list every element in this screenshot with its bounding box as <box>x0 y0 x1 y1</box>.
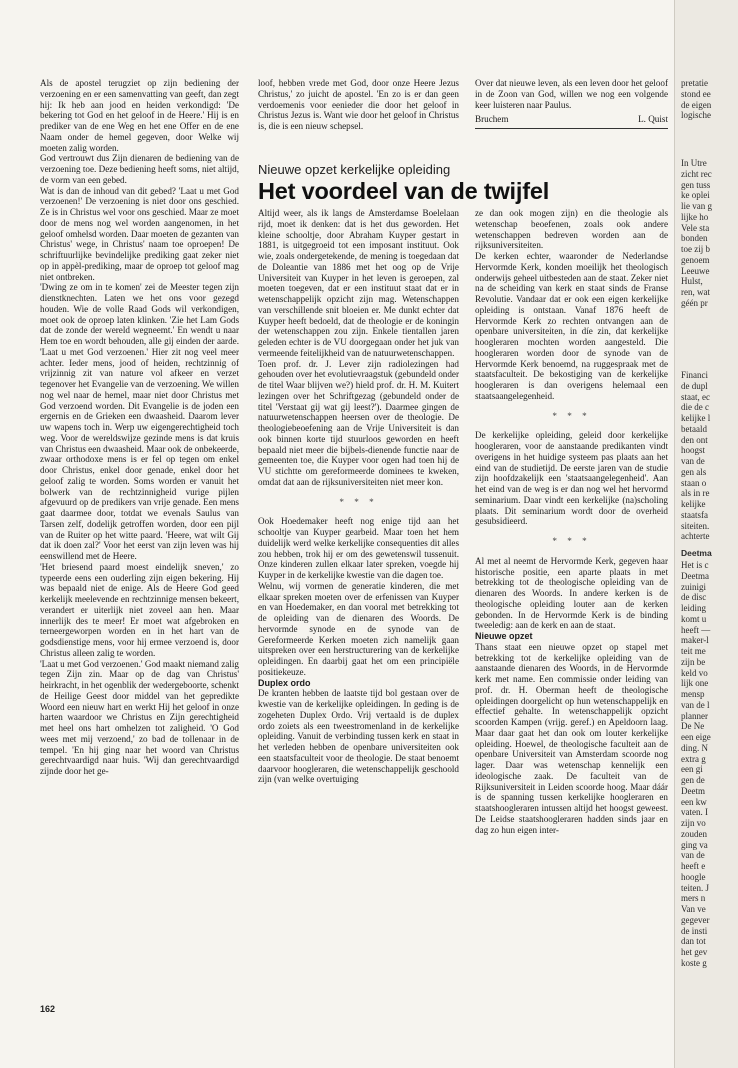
next-page-line: betaald <box>681 423 707 434</box>
paragraph: De kerken echter, waaronder de Nederlandse Hervormde Kerk, konden moeilijk het theologisch onderwijs geheel uitbesteden aan de staat. Zeker niet na de scheiding van kerk en staat sinds de Franse Revolutie. Vandaar dat er ook een eigen kerkelijke opleiding is ontstaan. Vanaf 1876 heeft de Hervormde Kerk zo rechten ontvangen aan de openbare universiteiten, in díe zin, dat kerkelijke hoogleraren mochten worden aangesteld. Die hoogleraren worden door de synode van de Hervormde Kerk benoemd, na ruggespraak met de staatsfaculteit. De bekostiging van de kerkelijke hoogleraren is dan overigens helemaal een staatsaangelegenheid. <box>475 251 668 401</box>
next-page-line: heeft — <box>681 624 711 635</box>
signoff-author: L. Quist <box>638 114 668 125</box>
paragraph: loof, hebben vrede met God, door onze Heere Jezus Christus,' zo juicht de apostel. 'En zo is er dan geen verdoemenis voor eenieder die door het geloof in Christus Jezus is. Want wie door het geloof in Christus is, die is een nieuw schepsel. <box>258 78 459 131</box>
next-page-line: lie van g <box>681 201 712 211</box>
section-separator: * * * <box>339 496 378 507</box>
next-page-line: zicht rec <box>681 168 712 179</box>
paragraph: Al met al neemt de Hervormde Kerk, gegeven haar historische positie, een aparte plaats in met betrekking tot de theologische opleiding van de dienaren des Woords. In andere kerken is de theologische opleiding louter aan de kerken gebonden. In de Hervormde Kerk is de binding tweeledig: aan de kerk en aan de staat. <box>475 555 668 631</box>
next-page-block-4 <box>681 560 738 969</box>
next-page-line: Deetm <box>681 785 705 796</box>
next-page-line: de dupl <box>681 380 708 391</box>
next-page-line: gen als <box>681 466 707 477</box>
signoff-place: Bruchem <box>475 114 509 125</box>
next-page-line: Van ve <box>681 904 706 914</box>
next-page-line: koste g <box>681 957 707 968</box>
next-page-line: staan o <box>681 477 707 488</box>
next-page-line: Vele sta <box>681 222 710 233</box>
next-page-block-1 <box>681 78 738 121</box>
article-headline: Het voordeel van de twijfel <box>258 178 550 204</box>
next-page-line: extra g <box>681 753 706 764</box>
next-page-line: Leeuwe <box>681 265 710 276</box>
next-page-line: kelijke l <box>681 413 711 423</box>
next-page-line: achterte <box>681 531 710 542</box>
next-page-line: van de <box>681 456 705 466</box>
paragraph: 'Dwing ze om in te komen' zei de Meester tegen zijn dienstknechten. Laten we het ons voor gezegd houden. Wie de volle Raad Gods wil verkondigen, moet ook de oproep laten klinken. 'Zie het Lam Gods dat de zonde der wereld wegneemt.' En wendt u naar Hem toe en wordt behouden, alle gij einden der aarde. 'Laat u met God verzoenen.' Hier zit nog veel meer achter. Ieder mens, jood of heiden, rechtzinnig of vrijzinnig zit van nature vol afkeer en verzet tegenover het Evangelie van de verzoening. We willen nog wel naar de hemel, maar niet door Christus met God verzoend worden. Dit Evangelie is de joden een ergernis en de Grieken een dwaasheid. Daarom lever uw wapens toch in. Werp uw eigengerechtigheid toch weg. Voor de wereldswijze gezinde mens is dat kruis van Christus een dwaasheid. Maar ook de onbekeerde, zwaar orthodoxe mens is er fel op tegen om enkel door Christus, enkel door genade, enkel door het geloof zalig te worden. Soms worden er vanuit het bolwerk van de rechtzinnigheid vurige pijlen afgevuurd op de predikers van vrije genade. Een mens gaat daarmee door, totdat we evenals Saulus van Tarsen zelf, dodelijk getroffen worden, door een pijl van de Ruiter op het witte paard. 'Heere, wat wilt Gij dat ik doen zal?' Voor het eerst van zijn leven was hij eenswillend met de Heere. <box>40 282 239 561</box>
next-page-line: een eige <box>681 732 711 742</box>
paragraph: Ook Hoedemaker heeft nog enige tijd aan het schooltje van Kuyper gearbeid. Maar toen het hem duidelijk werd welke kerkelijke consequenties dit alles zou hebben, trok hij er om des gewetenswil tussenuit. Onze kinderen zullen elkaar later spreken, voegde hij Kuyper in de kerkelijke kwestie van die dagen toe. <box>258 516 459 580</box>
next-page-line: géén pr <box>681 297 708 308</box>
next-page-line: zijn vo <box>681 818 706 828</box>
next-page-block-3 <box>681 370 738 542</box>
next-page-line: van de <box>681 850 705 861</box>
next-page-line: zouden <box>681 828 707 839</box>
next-page-line: gen de <box>681 775 705 785</box>
next-page-line: de eigen <box>681 99 712 110</box>
next-page-line: hoogst <box>681 445 706 456</box>
paragraph: De kerkelijke opleiding, geleid door kerkelijke hoogleraren, voor de aanstaande predikanten vindt overigens in het huidige systeem pas plaats aan het eind van de studietijd. De eerste jaren van de studie zijn hoofdzakelijk een 'staatsaangelegenheid'. Aan het eind van de weg is er dan nog wel het hervormd seminarium. Daar vindt een kerkelijke (na)scholing plaats. Dit seminarium wordt door de overheid gesubsidieerd. <box>475 430 668 527</box>
section-separator: * * * <box>552 536 591 546</box>
next-page-line: heeft e <box>681 861 706 871</box>
next-page-line: toe zij b <box>681 244 710 254</box>
paragraph: Toen prof. dr. J. Lever zijn radiolezingen had gehouden over het evolutievraagstuk (gebundeld onder de titel Waar blijven we?) hield prof. dr. H. M. Kuitert lezingen over het Schriftgezag (gebundeld onder de titel 'Verstaat gij wat gij leest?'). Daarmee gingen de natuurwetenschappen heersen over de theologie. De theologiebeoefening aan de Vrije Universiteit is dan ook binnen korte tijd stuurloos geworden en heeft bepaald niet meer die bijbels-dienende functie naar de gemeenten toe, die Kuyper voor ogen had toen hij de VU stichtte om gereformeerde dominees te kweken, omdat dat aan de rijksuniversiteiten niet meer kon. <box>258 358 459 487</box>
next-page-line: siteiten. <box>681 520 710 531</box>
next-page-line: teit me <box>681 646 706 656</box>
next-page-line: lijke ho <box>681 211 709 222</box>
paragraph: De kranten hebben de laatste tijd bol gestaan over de kwestie van de kerkelijke opleidingen. In geding is de zogeheten Duplex Ordo. Vrij vertaald is de duplex ordo zoiets als een tweestromenland in de kerkelijke opleiding. Vanuit de verbinding tussen kerk en staat in het verleden hebben de openbare universiteiten ook een staatsfaculteit voor de theologie. De staat benoemt daarvoor hoogleraren, die wetenschappelijk geschoold zijn (van welke overtuiging <box>258 688 459 785</box>
next-page-line: als in re <box>681 488 710 499</box>
next-page-line: In Utre <box>681 158 707 168</box>
paragraph: Altijd weer, als ik langs de Amsterdamse Boelelaan rijd, moet ik denken: dat is het dus geworden. Het kleine schooltje, door Abraham Kuyper gestart in 1881, is uitgegroeid tot een imposant instituut. Ook wie, zoals ondergetekende, de mening is toegedaan dat de Doleantie van 1886 met het oog op de Vrije Universiteit van Kuyper in het leven is geroepen, zal moeten toegeven, dat er een instituut staat dat er in wetenschappelijk opzicht zijn mag. Wetenschappen van verschillende snit bloeien er. Me dunkt echter dat Kuyper heeft bedoeld, dat de theologie er de koningin der wetenschappen zou zijn. Enkele tientallen jaren geleden echter is de VU doorgegaan onder het juk van vermeende feitelijkheid van de natuurwetenschappen. <box>258 208 459 358</box>
next-page-line: die de c <box>681 402 709 413</box>
next-page-line: van de l <box>681 699 710 710</box>
signoff <box>475 114 668 129</box>
previous-article-column-2 <box>258 78 459 132</box>
next-page-line: hoogle <box>681 871 706 882</box>
next-page-line: zuinigi <box>681 581 706 592</box>
section-separator: * * * <box>552 410 591 421</box>
page-number: 162 <box>40 1004 56 1014</box>
subhead-duplex-ordo: Duplex ordo <box>258 677 311 688</box>
next-page-line: lijk one <box>681 678 709 689</box>
paragraph: 'Het briesend paard moest eindelijk sneven,' zo typeerde eens een ouderling zijn eigen bekering. Hij was bepaald niet de enige. Als de Heere God geed kerkelijk meelevende en rechtzinnige mensen bekeert, verandert er uiterlijk niet zoveel aan hen. Maar innerlijk des te meer! Er moet wat afgebroken en terneergeworpen worden en in het hart van de godsdienstige mens, voor hij ermee verzoend is, door Christus alleen zalig te worden. <box>40 561 239 658</box>
next-page-line: ding. N <box>681 742 708 753</box>
next-page-line: dan tot <box>681 936 706 947</box>
next-page-line: logische <box>681 110 711 121</box>
paragraph: ze dan ook mogen zijn) en die theologie als wetenschap beoefenen, zoals ook andere wetenschappen bedreven worden aan de rijksuniversiteiten. <box>475 208 668 251</box>
next-page-line: leiding <box>681 603 706 613</box>
next-page-line: De Ne <box>681 721 705 732</box>
next-page-edge <box>674 0 738 1068</box>
article-column-1 <box>258 208 459 785</box>
next-page-line: het gev <box>681 947 708 957</box>
article-kicker: Nieuwe opzet kerkelijke opleiding <box>258 162 451 177</box>
next-page-line: komt u <box>681 613 707 624</box>
paragraph: Welnu, wij vormen de generatie kinderen, die met elkaar spreken moeten over de erfenissen van Kuyper en van Hoedemaker, en dan vooral met betrekking tot de opleiding van de dienaren des Woords. De hervormde synode en de synode van de Gereformeerde Kerken moeten zich namelijk gaan uitspreken over een herstructurering van de kerkelijke opleidingen. En daarbij gaat het om een principiële positiekeuze. <box>258 580 459 677</box>
next-page-line: teiten. J <box>681 882 709 893</box>
next-page-line: ke oplei <box>681 190 710 201</box>
previous-article-column-1 <box>40 78 239 777</box>
next-page-line: mensp <box>681 689 705 699</box>
next-page-line: kelijke <box>681 499 706 509</box>
next-page-line: ging va <box>681 839 708 850</box>
next-page-line: vaten. I <box>681 807 708 818</box>
paragraph: Als de apostel terugziet op zijn bediening der verzoening en er een samenvatting van geeft, dan zegt hij: Ik heb aan jood en heiden verkondigd: 'De bekering tot God en het geloof in de Heere.' Hij is en prediker van de ene Weg en het ene Offer en de ene Naam onder de hemel gegeven, door Welke wij moeten zalig worden. <box>40 78 239 153</box>
next-page-line: pretatie <box>681 78 708 88</box>
article-header <box>258 162 673 205</box>
next-page-line: maker-l <box>681 635 709 646</box>
next-page-line: keld vo <box>681 667 708 678</box>
next-page-line: de disc <box>681 592 707 603</box>
next-page-line: gegever <box>681 914 710 925</box>
next-page-line: planner <box>681 710 708 721</box>
previous-article-column-3 <box>475 78 668 129</box>
paragraph: Wat is dan de inhoud van dit gebed? 'Laat u met God verzoenen!' De verzoening is niet door ons geschied. Ze is in Christus wel voor ons geschied. Maar ze moet door de mens nog wel worden aangenomen, in het geloof omhelsd worden. Daar moeten de gezanten van Christus' wege, in Christus' naam toe oproepen! De schriftuurlijke bevindelijke prediking gaat zeker niet op in appèl-prediking, maar de oproep tot geloof mag niet ontbreken. <box>40 185 239 282</box>
next-page-line: staat, ec <box>681 391 710 402</box>
next-page-block-2 <box>681 158 738 309</box>
next-page-line: staatsfa <box>681 509 708 520</box>
next-page-line: Deetma <box>681 570 709 581</box>
next-page-line: stond ee <box>681 88 711 99</box>
next-page-line: Hulst, <box>681 276 703 287</box>
paragraph: Thans staat een nieuwe opzet op stapel met betrekking tot de kerkelijke opleiding van de aanstaande dienaren des Woords, in de Hervormde kerk met name. Een commissie onder leiding van prof. dr. H. Oberman heeft de theologische opleidingen doorgelicht op hun wetenschappelijk en effectief gehalte. In wetenschappelijk opzicht scoorden Kampen (vrijg. geref.) en Apeldoorn laag. Maar daar gaat het dan ook om louter kerkelijke opleiding. Hoewel, de theologische faculteit aan de openbare Universiteit van Amsterdam scoorde nog lager. Daar was wetenschap kennelijk een ideologische zaak. De faculteit van de Rijksuniversiteit in Leiden scoorde hoog. Maar dáár is de spanning tussen kerkelijke hoogleraren en staatshoogleraren intussen altijd het hoogst geweest. De Leidse staatshoogleraren hadden sinds jaar en dag zo hun eigen inter- <box>475 641 668 835</box>
next-page-line: een gi <box>681 764 703 775</box>
paragraph: God vertrouwt dus Zijn dienaren de bediening van de verzoening toe. Deze bediening heeft soms, niet altijd, de vorm van een gebed. <box>40 153 239 185</box>
next-page-line: de insti <box>681 925 708 936</box>
article-column-2 <box>475 208 668 835</box>
next-page-line: mers n <box>681 893 706 904</box>
paragraph: Over dat nieuwe leven, als een leven door het geloof in de Zoon van God, willen we nog een volgende keer luisteren naar Paulus. <box>475 78 668 110</box>
next-page-line: genoem <box>681 254 710 265</box>
next-page-line: den ont <box>681 434 708 445</box>
subhead-nieuwe-opzet: Nieuwe opzet <box>475 631 533 641</box>
next-page-line: Het is c <box>681 560 709 570</box>
next-page-line: gen tuss <box>681 179 711 190</box>
next-page-line: zijn be <box>681 656 706 667</box>
next-page-line: bonden <box>681 233 708 244</box>
next-page-line: ren, wat <box>681 287 710 297</box>
next-page-line: een kw <box>681 796 707 807</box>
next-page-line: Financi <box>681 370 708 380</box>
paragraph: 'Laat u met God verzoenen.' God maakt niemand zalig tegen Zijn zin. Maar op de dag van Christus' heirkracht, in het ogenblik der wedergeboorte, schenkt de Heilige Geest door middel van het gepredikte Woord een nieuw hart en werkt Hij het geloof in onze harten waardoor we Christus en Zijn gerechtigheid met heel ons hart omhelzen tot zaligheid. 'O God wees met mij verzoend,' zo bad de tollenaar in de tempel. 'En hij ging naar het woord van Christus gerechtvaardigd naar huis. 'Wij dan gerechtvaardigd zijnde door het ge- <box>40 658 239 776</box>
next-page-subhead: Deetma <box>681 548 712 558</box>
